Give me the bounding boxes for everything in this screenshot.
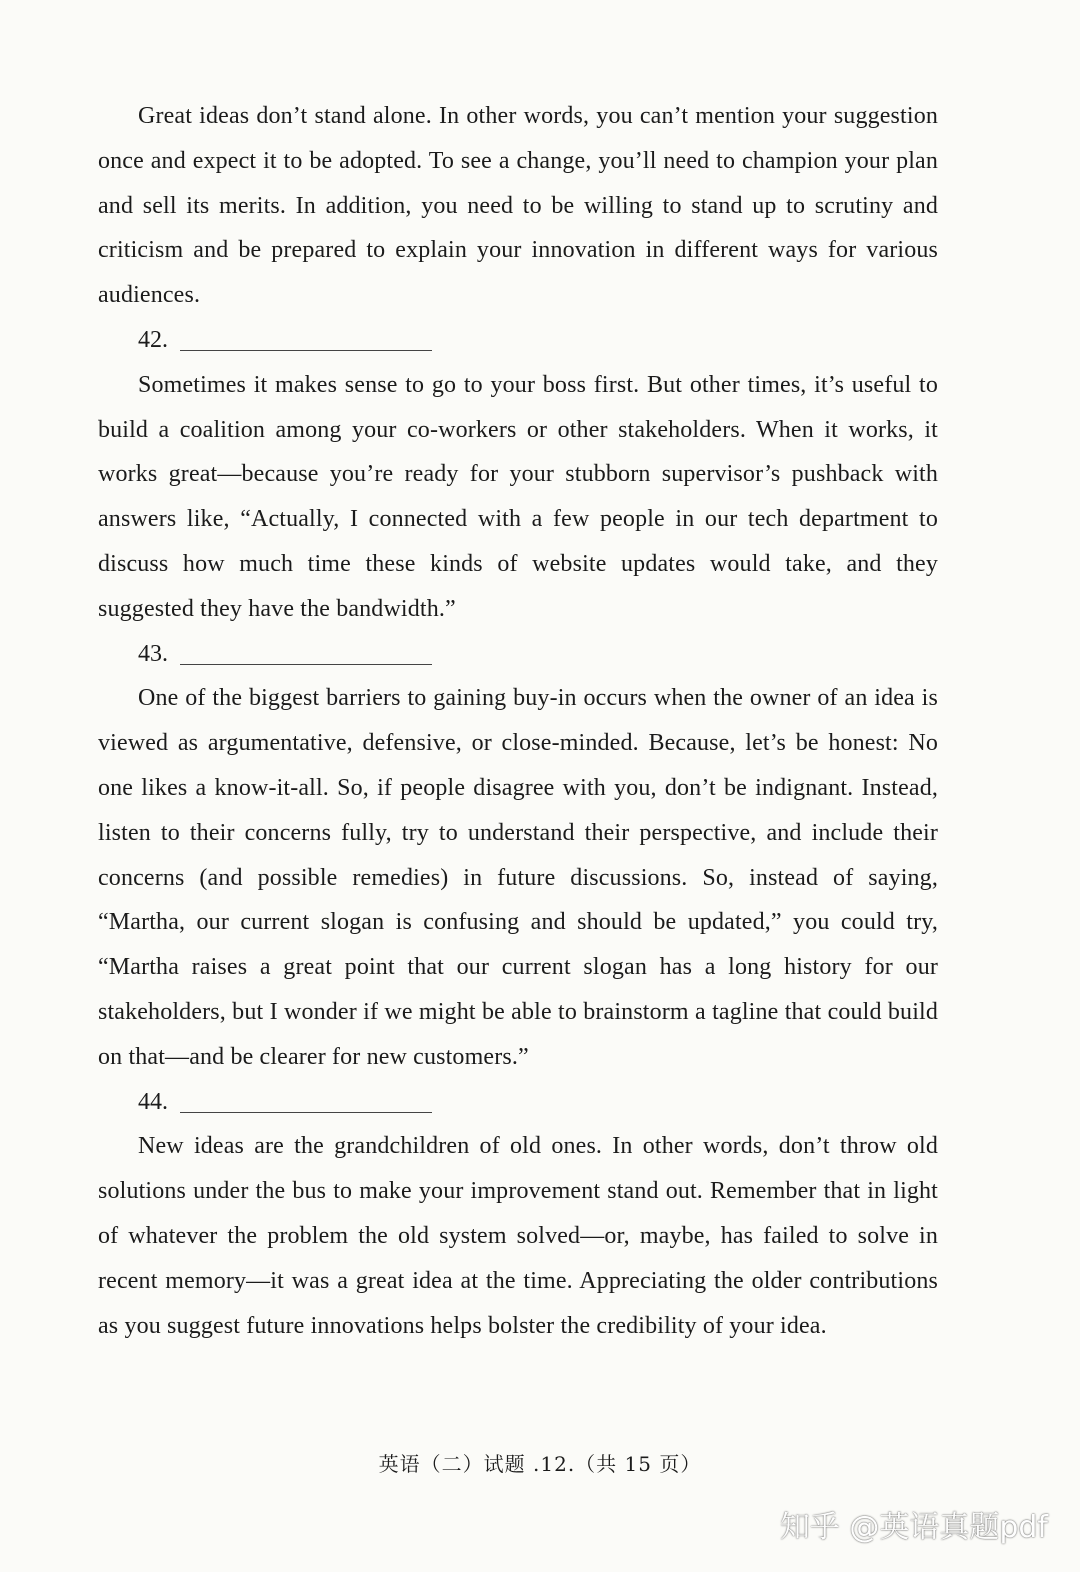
paragraph-3: One of the biggest barriers to gaining buy-in occurs when the owner of an idea is viewed as argumentative, defensive, or close-minded. Because, let’s be honest: No one likes a know-it-all. So, if people disagree with you, don’t be indignant. Instead, listen to their concerns fully, try to understand their perspective, and include their concerns (and possible remedies) in future discussions. So, instead of saying, “Martha, our current slogan is confusing and should be updated,” you could try, “Martha raises a great point that our current slogan has a long history for our stakeholders, but I wonder if we might be able to brainstorm a tagline that could build on that—and be clearer for new customers.” — [98, 685, 938, 1070]
answer-blank-43 — [180, 642, 432, 665]
question-43 — [98, 632, 938, 677]
question-number: 42. — [138, 326, 168, 353]
paragraph-1: Great ideas don’t stand alone. In other words, you can’t mention your suggestion once and expect it to be adopted. To see a change, you’ll need to champion your plan and sell its merits. In addition, you need to be willing to stand up to scrutiny and criticism and be prepared to explain your innovation in different ways for various audiences. — [98, 103, 938, 309]
page-footer: 英语（二）试题 .12.（共 15 页） — [378, 1452, 702, 1476]
paragraph-4: New ideas are the grandchildren of old ones. In other words, don’t throw old solutions under the bus to make your improvement stand out. Remember that in light of whatever the problem the old system solved—or, maybe, has failed to solve in recent memory—it was a great idea at the time. Appreciating the older contributions as you suggest future innovations helps bolster the credibility of your idea. — [98, 1133, 938, 1339]
question-number: 44. — [138, 1088, 168, 1115]
question-42 — [98, 318, 938, 363]
answer-blank-42 — [180, 328, 432, 351]
question-number: 43. — [138, 640, 168, 667]
watermark: 知乎 @英语真题pdf — [779, 1510, 1048, 1545]
question-44 — [98, 1080, 938, 1125]
paragraph-2: Sometimes it makes sense to go to your boss first. But other times, it’s useful to build a coalition among your co-workers or other stakeholders. When it works, it works great—because you’re ready for your stubborn supervisor’s pushback with answers like, “Actually, I connected with a few people in our tech department to discuss how much time these kinds of website updates would take, and they suggested they have the bandwidth.” — [98, 371, 938, 622]
answer-blank-44 — [180, 1090, 432, 1113]
exam-page — [98, 94, 938, 1348]
